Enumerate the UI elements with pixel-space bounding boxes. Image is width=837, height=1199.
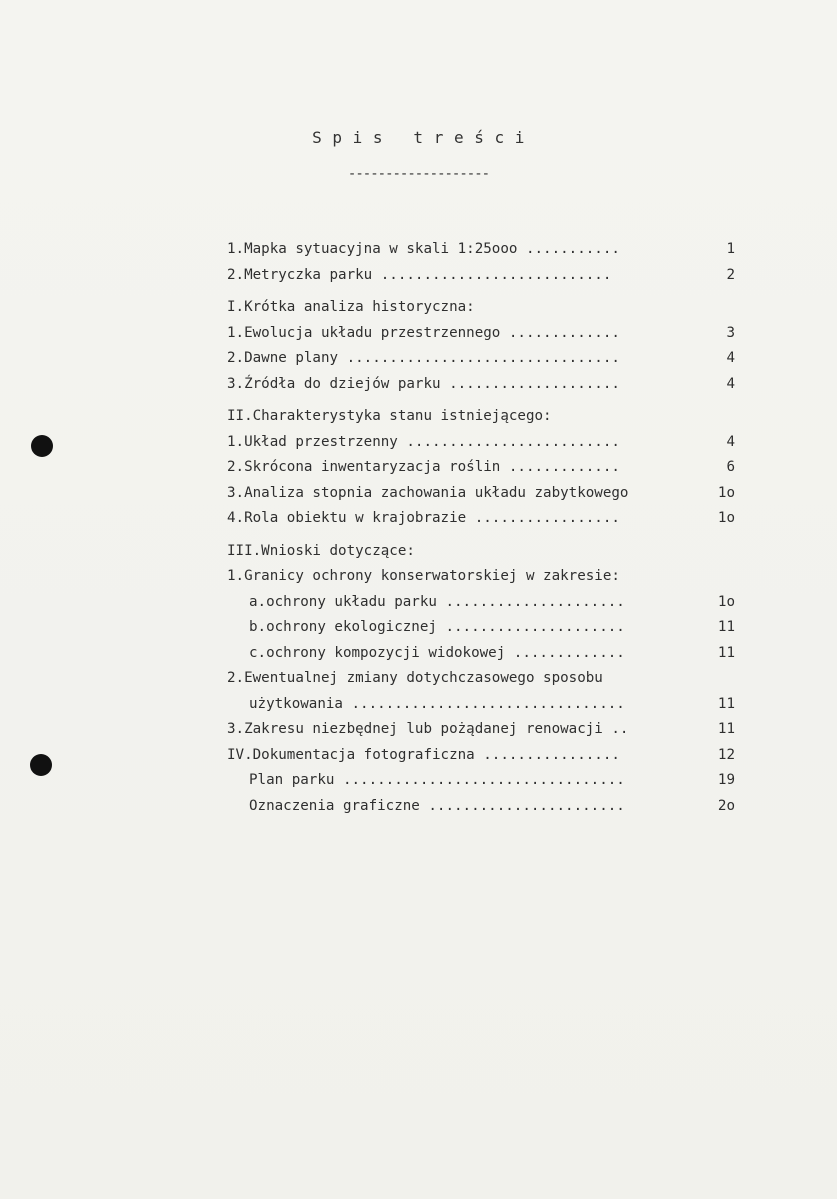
toc-entry-label: Plan parku ................................. bbox=[249, 772, 625, 788]
title-underline: ------------------- bbox=[347, 166, 490, 182]
toc-entry-page: 11 bbox=[717, 619, 735, 635]
toc-entry-label: IV.Dokumentacja fotograficzna ................ bbox=[227, 746, 620, 763]
toc-entry-page: 6 bbox=[726, 459, 735, 475]
toc-entry-label: 1.Mapka sytuacyjna w skali 1:25ooo ........... bbox=[227, 241, 620, 257]
toc-entry-page: 11 bbox=[717, 721, 735, 737]
toc-entry-page: 12 bbox=[717, 746, 735, 763]
toc-entry-label: 4.Rola obiektu w krajobrazie ................. bbox=[227, 510, 620, 526]
toc-entry-page: 19 bbox=[717, 772, 735, 788]
toc-section-label: I.Krótka analiza historyczna: bbox=[227, 299, 475, 315]
toc-entry-label: 3.Zakresu niezbędnej lub pożądanej renowacji .. bbox=[227, 721, 629, 737]
toc-entry-page: 1o bbox=[717, 593, 735, 610]
toc-entry-label: Oznaczenia graficzne ....................... bbox=[249, 797, 625, 814]
toc-section-label: II.Charakterystyka stanu istniejącego: bbox=[227, 408, 552, 424]
toc-entry bbox=[227, 717, 747, 743]
toc-subentry bbox=[227, 692, 747, 718]
punch-hole-mark bbox=[30, 754, 52, 776]
toc-entry-label: 3.Analiza stopnia zachowania układu zabytkowego bbox=[227, 484, 629, 501]
toc-entry-page: 4 bbox=[726, 350, 735, 366]
punch-hole-mark bbox=[31, 435, 53, 457]
toc-entry-page: 4 bbox=[726, 433, 735, 450]
toc-entry-label: 1.Ewolucja układu przestrzennego ............. bbox=[227, 324, 620, 341]
toc-entry bbox=[227, 237, 747, 263]
page-title: S p i s t r e ś c i bbox=[312, 128, 525, 147]
toc-entry bbox=[227, 743, 747, 769]
toc-section-heading bbox=[227, 295, 747, 321]
toc-entry-page: 1 bbox=[726, 241, 735, 257]
toc-entry-label: 2.Dawne plany ................................ bbox=[227, 350, 620, 366]
toc-entry-label: 2.Skrócona inwentaryzacja roślin ............. bbox=[227, 459, 620, 475]
toc-entry-label: c.ochrony kompozycji widokowej ............. bbox=[249, 644, 625, 661]
toc-entry-label: 2.Metryczka parku ........................... bbox=[227, 266, 612, 283]
toc-entry bbox=[227, 481, 747, 507]
toc-entry bbox=[227, 372, 747, 398]
toc-entry-label: 1.Układ przestrzenny ......................... bbox=[227, 433, 620, 450]
toc-entry bbox=[227, 430, 747, 456]
toc-entry-page: 2 bbox=[726, 266, 735, 283]
table-of-contents bbox=[227, 237, 747, 819]
toc-entry-label: 2.Ewentualnej zmiany dotychczasowego sposobu bbox=[227, 670, 603, 686]
toc-entry bbox=[227, 506, 747, 532]
toc-entry-page: 4 bbox=[726, 375, 735, 392]
toc-entry bbox=[227, 263, 747, 289]
toc-entry-label: a.ochrony układu parku ..................... bbox=[249, 593, 625, 610]
toc-entry-page: 1o bbox=[717, 510, 735, 526]
toc-entry-label: użytkowania ................................ bbox=[249, 695, 625, 712]
toc-entry bbox=[227, 666, 747, 692]
toc-section-heading bbox=[227, 404, 747, 430]
toc-subentry bbox=[227, 794, 747, 820]
toc-entry-label: 3.Źródła do dziejów parku .................... bbox=[227, 375, 620, 392]
toc-entry bbox=[227, 455, 747, 481]
toc-entry-page: 1o bbox=[717, 484, 735, 501]
toc-subentry bbox=[227, 641, 747, 667]
toc-subentry bbox=[227, 615, 747, 641]
toc-entry bbox=[227, 564, 747, 590]
toc-entry bbox=[227, 321, 747, 347]
toc-subentry bbox=[227, 590, 747, 616]
toc-entry-page: 11 bbox=[717, 644, 735, 661]
toc-section-label: III.Wnioski dotyczące: bbox=[227, 542, 415, 559]
toc-entry-label: b.ochrony ekologicznej ..................... bbox=[249, 619, 625, 635]
toc-entry-page: 2o bbox=[717, 797, 735, 814]
toc-entry-label: 1.Granicy ochrony konserwatorskiej w zakresie: bbox=[227, 568, 620, 584]
toc-entry bbox=[227, 346, 747, 372]
toc-section-heading bbox=[227, 539, 747, 565]
toc-entry-page: 11 bbox=[717, 695, 735, 712]
toc-entry-page: 3 bbox=[726, 324, 735, 341]
toc-subentry bbox=[227, 768, 747, 794]
